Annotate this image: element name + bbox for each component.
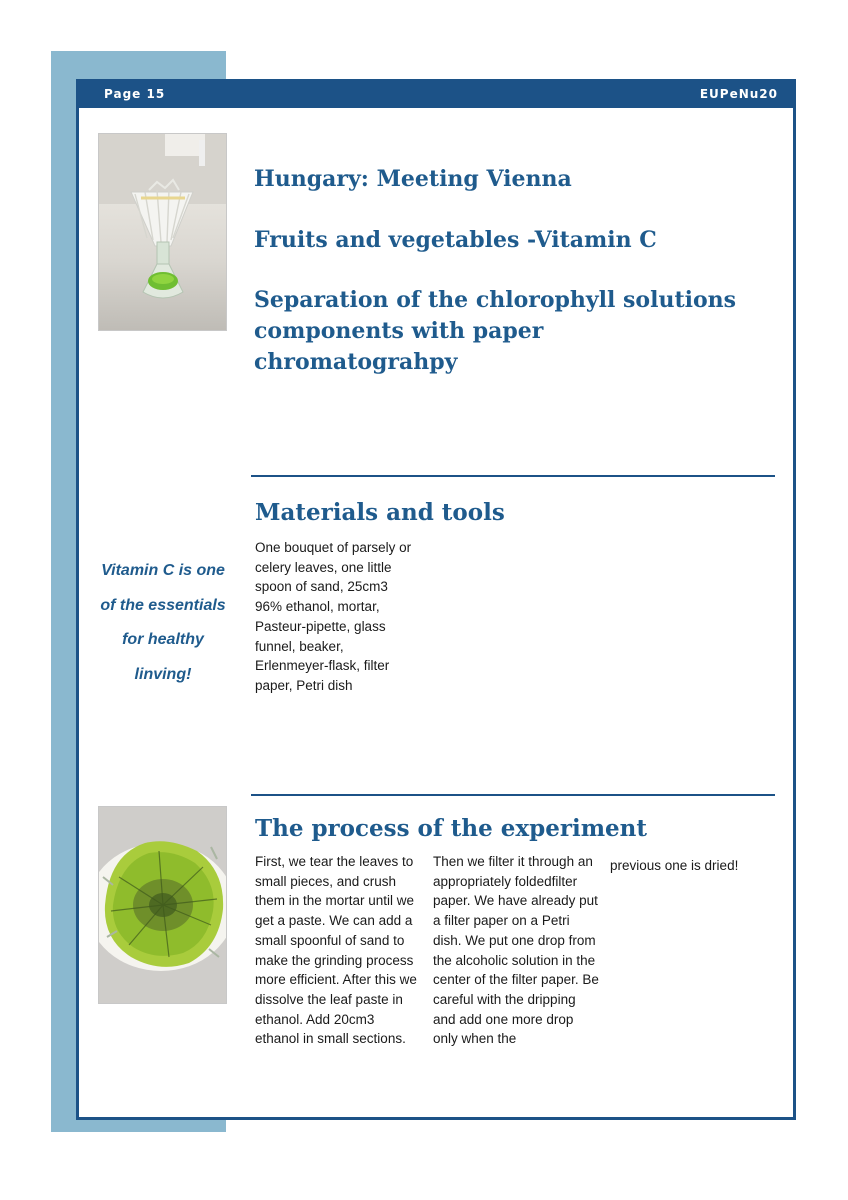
process-column-1: First, we tear the leaves to small pieces, and crush them in the mortar until we get a paste. We can add a small spoonful of sand to make the grinding process more efficient. After this we dissolve the leaf paste in ethanol. Add 20cm3 ethanol in small sections. [255, 854, 417, 1047]
title-line-2: Fruits and vegetables -Vitamin C [254, 227, 657, 253]
title-line-3: Separation of the chlorophyll solutions components with paper chromatograhpy [254, 287, 737, 375]
publication-name: EUPeNu20 [699, 87, 778, 101]
process-column-3: previous one is dried! [610, 858, 739, 873]
flask-illustration [99, 134, 226, 330]
process-heading: The process of the experiment [255, 815, 648, 842]
title-line-1: Hungary: Meeting Vienna [254, 166, 572, 192]
section-divider-2 [251, 794, 775, 796]
chromatography-illustration [99, 807, 226, 1003]
section-divider-1 [251, 475, 775, 477]
header-bar [79, 82, 793, 108]
flask-photo [99, 134, 226, 330]
materials-text: One bouquet of parsely or celery leaves, one little spoon of sand, 25cm3 96% ethanol, mortar, Pasteur-pipette, glass funnel, beaker, Erlenmeyer-flask, filter paper, Petri dish [255, 540, 412, 693]
page-frame [76, 79, 796, 1120]
sidebar-quote: Vitamin C is one of the essentials for healthy linving! [100, 562, 226, 683]
chromatography-photo [99, 807, 226, 1003]
materials-heading: Materials and tools [255, 499, 505, 526]
page-number: Page 15 [104, 87, 166, 101]
process-column-2: Then we filter it through an appropriately foldedfilter paper. We have already put a filter paper on a Petri dish. We put one drop from the alcoholic solution in the center of the filter paper. Be careful with the dripping and add one more drop only when the [433, 854, 599, 1047]
